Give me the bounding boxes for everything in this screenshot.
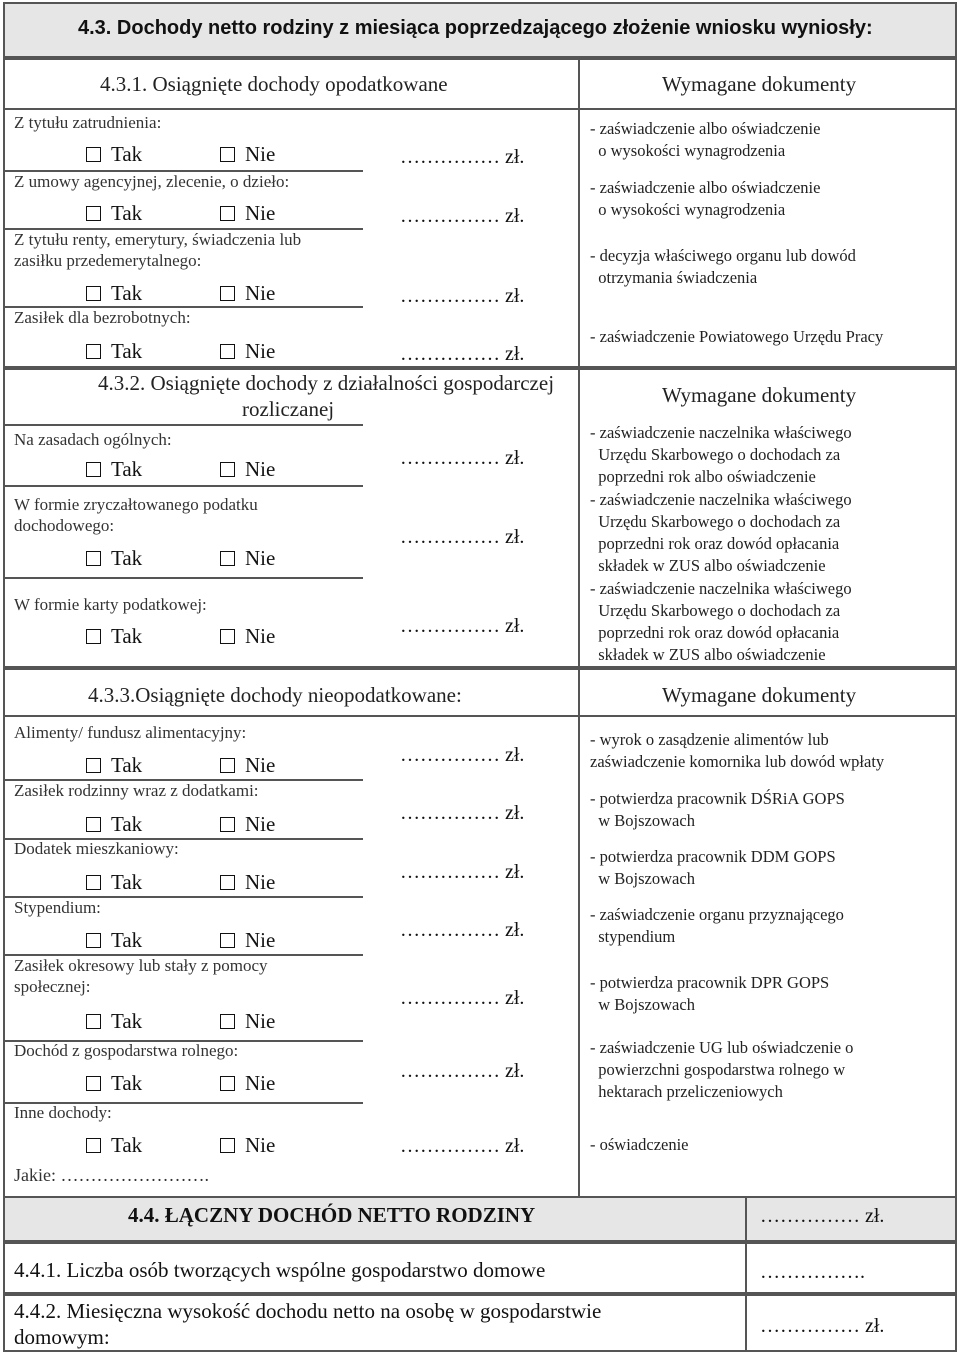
section2-required-doc: poprzedni rok albo oświadczenie bbox=[590, 467, 816, 486]
section2-yes-option[interactable] bbox=[86, 624, 142, 648]
section1-amount-field[interactable]: …………… zł. bbox=[400, 146, 525, 168]
section2-required-doc: składek w ZUS albo oświadczenie bbox=[590, 645, 826, 664]
section2-required-doc: poprzedni rok oraz dowód opłacania bbox=[590, 534, 840, 553]
section3-required-doc: - potwierdza pracownik DPR GOPS bbox=[590, 973, 830, 992]
section1-no-option[interactable] bbox=[220, 281, 275, 305]
section2-required-doc: składek w ZUS albo oświadczenie bbox=[590, 556, 826, 575]
per-person-label-line2: domowym: bbox=[14, 1325, 110, 1349]
no-label: Nie bbox=[245, 142, 276, 166]
section1-yes-option[interactable] bbox=[86, 201, 142, 225]
section3-required-doc: hektarach przeliczeniowych bbox=[590, 1082, 783, 1101]
section3-yes-option[interactable] bbox=[86, 1009, 142, 1033]
section1-amount-field[interactable]: …………… zł. bbox=[400, 285, 525, 307]
section3-no-option[interactable] bbox=[220, 870, 275, 894]
no-label: Nie bbox=[245, 339, 276, 363]
section3-no-option[interactable] bbox=[220, 753, 275, 777]
section2-yes-option[interactable] bbox=[86, 457, 142, 481]
section2-no-option[interactable] bbox=[220, 624, 275, 648]
per-person-value[interactable]: …………… zł. bbox=[760, 1315, 885, 1337]
section2-required-doc: - zaświadczenie naczelnika właściwego bbox=[590, 423, 852, 442]
yes-checkbox[interactable] bbox=[86, 551, 101, 566]
section1-amount-field[interactable]: …………… zł. bbox=[400, 205, 525, 227]
section3-amount-field[interactable]: …………… zł. bbox=[400, 1135, 525, 1157]
section2-heading-line1: 4.3.2. Osiągnięte dochody z działalności gospodarczej bbox=[98, 371, 555, 395]
section2-amount-field[interactable]: …………… zł. bbox=[400, 447, 525, 469]
section3-amount-field[interactable]: …………… zł. bbox=[400, 744, 525, 766]
section1-yes-option[interactable] bbox=[86, 281, 142, 305]
section1-item-label: Zasiłek dla bezrobotnych: bbox=[14, 308, 191, 327]
section2-row-divider bbox=[3, 577, 363, 579]
section2-required-doc: Urzędu Skarbowego o dochodach za bbox=[590, 512, 841, 531]
per-person-label-line1: 4.4.2. Miesięczna wysokość dochodu netto na osobę w gospodarstwie bbox=[14, 1299, 602, 1323]
section3-required-doc: - oświadczenie bbox=[590, 1135, 689, 1154]
no-checkbox[interactable] bbox=[220, 1076, 235, 1091]
no-label: Nie bbox=[245, 457, 276, 481]
section2-no-option[interactable] bbox=[220, 457, 275, 481]
section3-yes-option[interactable] bbox=[86, 1071, 142, 1095]
section3-item-label: Dochód z gospodarstwa rolnego: bbox=[14, 1041, 239, 1060]
section1-required-doc: - zaświadczenie albo oświadczenie bbox=[590, 178, 821, 197]
section2-required-doc: Urzędu Skarbowego o dochodach za bbox=[590, 601, 841, 620]
section3-item-label: Stypendium: bbox=[14, 898, 101, 917]
section2-docs-divider bbox=[578, 368, 580, 668]
other-income-what[interactable]: Jakie: ……………………. bbox=[14, 1165, 209, 1185]
section1-docs-heading: Wymagane dokumenty bbox=[662, 72, 857, 96]
section1-heading: 4.3.1. Osiągnięte dochody opodatkowane bbox=[100, 72, 448, 96]
total-label: 4.4. ŁĄCZNY DOCHÓD NETTO RODZINY bbox=[128, 1203, 536, 1227]
section1-item-label: Z tytułu renty, emerytury, świadczenia lub bbox=[14, 230, 302, 249]
no-label: Nie bbox=[245, 546, 276, 570]
section2-required-doc: Urzędu Skarbowego o dochodach za bbox=[590, 445, 841, 464]
section3-heading-divider bbox=[3, 715, 957, 717]
no-label: Nie bbox=[245, 201, 276, 225]
yes-checkbox[interactable] bbox=[86, 206, 101, 221]
section1-required-doc: - decyzja właściwego organu lub dowód bbox=[590, 246, 856, 265]
section3-amount-field[interactable]: …………… zł. bbox=[400, 1060, 525, 1082]
section3-required-doc: - wyrok o zasądzenie alimentów lub bbox=[590, 730, 829, 749]
section3-required-doc: - zaświadczenie organu przyznającego bbox=[590, 905, 844, 924]
section3-amount-field[interactable]: …………… zł. bbox=[400, 802, 525, 824]
section3-item-label: społecznej: bbox=[14, 977, 91, 996]
yes-label: Tak bbox=[111, 339, 143, 363]
yes-label: Tak bbox=[111, 281, 143, 305]
no-label: Nie bbox=[245, 928, 276, 952]
section3-item-label: Dodatek mieszkaniowy: bbox=[14, 839, 179, 858]
section3-docs-divider bbox=[578, 668, 580, 1198]
persons-label: 4.4.1. Liczba osób tworzących wspólne gospodarstwo domowe bbox=[14, 1258, 546, 1282]
section1-no-option[interactable] bbox=[220, 142, 275, 166]
section2-no-option[interactable] bbox=[220, 546, 275, 570]
section2-required-doc: - zaświadczenie naczelnika właściwego bbox=[590, 490, 852, 509]
yes-checkbox[interactable] bbox=[86, 147, 101, 162]
no-label: Nie bbox=[245, 624, 276, 648]
section3-yes-option[interactable] bbox=[86, 1133, 142, 1157]
no-checkbox[interactable] bbox=[220, 286, 235, 301]
no-label: Nie bbox=[245, 1071, 276, 1095]
no-checkbox[interactable] bbox=[220, 629, 235, 644]
yes-label: Tak bbox=[111, 1009, 143, 1033]
section3-required-doc: - potwierdza pracownik DŚRiA GOPS bbox=[590, 789, 845, 808]
total-divider bbox=[745, 1196, 747, 1242]
section1-docs-divider bbox=[578, 58, 580, 368]
no-checkbox[interactable] bbox=[220, 344, 235, 359]
persons-divider bbox=[745, 1242, 747, 1294]
section3-no-option[interactable] bbox=[220, 1071, 275, 1095]
yes-label: Tak bbox=[111, 1133, 143, 1157]
section1-heading-divider bbox=[3, 108, 957, 110]
persons-value[interactable]: ……………. bbox=[760, 1261, 865, 1283]
section1-required-doc: o wysokości wynagrodzenia bbox=[590, 141, 786, 160]
no-checkbox[interactable] bbox=[220, 875, 235, 890]
section3-required-doc: - zaświadczenie UG lub oświadczenie o bbox=[590, 1038, 854, 1057]
section3-amount-field[interactable]: …………… zł. bbox=[400, 861, 525, 883]
section3-required-doc: zaświadczenie komornika lub dowód wpłaty bbox=[590, 752, 885, 771]
no-checkbox[interactable] bbox=[220, 147, 235, 162]
section3-yes-option[interactable] bbox=[86, 753, 142, 777]
page-title: 4.3. Dochody netto rodziny z miesiąca poprzedzającego złożenie wniosku wyniosły: bbox=[78, 17, 873, 39]
section1-required-doc: - zaświadczenie albo oświadczenie bbox=[590, 119, 821, 138]
section1-required-doc: otrzymania świadczenia bbox=[590, 268, 758, 287]
section1-item-label: Z tytułu zatrudnienia: bbox=[14, 113, 162, 132]
no-checkbox[interactable] bbox=[220, 206, 235, 221]
section2-required-doc: poprzedni rok oraz dowód opłacania bbox=[590, 623, 840, 642]
section3-item-label: Zasiłek rodzinny wraz z dodatkami: bbox=[14, 781, 259, 800]
yes-checkbox[interactable] bbox=[86, 1138, 101, 1153]
total-value[interactable]: …………… zł. bbox=[760, 1205, 885, 1227]
yes-checkbox[interactable] bbox=[86, 933, 101, 948]
section1-yes-option[interactable] bbox=[86, 142, 142, 166]
yes-checkbox[interactable] bbox=[86, 817, 101, 832]
yes-checkbox[interactable] bbox=[86, 1014, 101, 1029]
section3-required-doc: w Bojszowach bbox=[590, 995, 695, 1014]
no-checkbox[interactable] bbox=[220, 1138, 235, 1153]
section2-row-divider bbox=[3, 485, 363, 487]
section3-no-option[interactable] bbox=[220, 1133, 275, 1157]
yes-label: Tak bbox=[111, 1071, 143, 1095]
section2-amount-field[interactable]: …………… zł. bbox=[400, 526, 525, 548]
section1-required-doc: - zaświadczenie Powiatowego Urzędu Pracy bbox=[590, 327, 884, 346]
section2-docs-heading: Wymagane dokumenty bbox=[662, 383, 857, 407]
section3-yes-option[interactable] bbox=[86, 870, 142, 894]
section2-heading-line2: rozliczanej bbox=[242, 397, 335, 421]
yes-label: Tak bbox=[111, 928, 143, 952]
yes-label: Tak bbox=[111, 142, 143, 166]
yes-checkbox[interactable] bbox=[86, 758, 101, 773]
yes-label: Tak bbox=[111, 546, 143, 570]
no-checkbox[interactable] bbox=[220, 1014, 235, 1029]
section3-required-doc: stypendium bbox=[590, 927, 676, 946]
yes-label: Tak bbox=[111, 870, 143, 894]
section2-item-label: Na zasadach ogólnych: bbox=[14, 430, 172, 449]
section2-required-doc: - zaświadczenie naczelnika właściwego bbox=[590, 579, 852, 598]
section3-required-doc: - potwierdza pracownik DDM GOPS bbox=[590, 847, 836, 866]
section1-item-label: zasiłku przedemerytalnego: bbox=[14, 251, 202, 270]
section1-yes-option[interactable] bbox=[86, 339, 142, 363]
section2-item-label: W formie karty podatkowej: bbox=[14, 595, 207, 614]
no-checkbox[interactable] bbox=[220, 933, 235, 948]
section2-heading-divider bbox=[3, 424, 363, 426]
section2-item-label: W formie zryczałtowanego podatku bbox=[14, 495, 258, 514]
section2-item-label: dochodowego: bbox=[14, 516, 115, 535]
yes-checkbox[interactable] bbox=[86, 462, 101, 477]
section1-no-option[interactable] bbox=[220, 201, 275, 225]
section3-item-label: Zasiłek okresowy lub stały z pomocy bbox=[14, 956, 268, 975]
section3-required-doc: w Bojszowach bbox=[590, 811, 695, 830]
section3-yes-option[interactable] bbox=[86, 928, 142, 952]
yes-label: Tak bbox=[111, 812, 143, 836]
no-checkbox[interactable] bbox=[220, 551, 235, 566]
section3-amount-field[interactable]: …………… zł. bbox=[400, 987, 525, 1009]
section1-amount-field[interactable]: …………… zł. bbox=[400, 343, 525, 365]
section3-heading: 4.3.3.Osiągnięte dochody nieopodatkowane: bbox=[88, 683, 462, 707]
per-person-divider bbox=[745, 1294, 747, 1352]
no-checkbox[interactable] bbox=[220, 758, 235, 773]
section3-no-option[interactable] bbox=[220, 812, 275, 836]
section3-required-doc: powierzchni gospodarstwa rolnego w bbox=[590, 1060, 846, 1079]
section3-item-label: Inne dochody: bbox=[14, 1103, 112, 1122]
yes-label: Tak bbox=[111, 624, 143, 648]
section3-amount-field[interactable]: …………… zł. bbox=[400, 919, 525, 941]
no-checkbox[interactable] bbox=[220, 817, 235, 832]
section3-no-option[interactable] bbox=[220, 928, 275, 952]
yes-label: Tak bbox=[111, 201, 143, 225]
yes-checkbox[interactable] bbox=[86, 629, 101, 644]
yes-checkbox[interactable] bbox=[86, 286, 101, 301]
no-checkbox[interactable] bbox=[220, 462, 235, 477]
yes-checkbox[interactable] bbox=[86, 1076, 101, 1091]
yes-checkbox[interactable] bbox=[86, 344, 101, 359]
section2-amount-field[interactable]: …………… zł. bbox=[400, 615, 525, 637]
yes-label: Tak bbox=[111, 457, 143, 481]
section1-required-doc: o wysokości wynagrodzenia bbox=[590, 200, 786, 219]
yes-checkbox[interactable] bbox=[86, 875, 101, 890]
no-label: Nie bbox=[245, 1133, 276, 1157]
section3-yes-option[interactable] bbox=[86, 812, 142, 836]
section2-yes-option[interactable] bbox=[86, 546, 142, 570]
no-label: Nie bbox=[245, 870, 276, 894]
section1-item-label: Z umowy agencyjnej, zlecenie, o dzieło: bbox=[14, 172, 290, 191]
section3-item-label: Alimenty/ fundusz alimentacyjny: bbox=[14, 723, 247, 742]
no-label: Nie bbox=[245, 812, 276, 836]
yes-label: Tak bbox=[111, 753, 143, 777]
section1-no-option[interactable] bbox=[220, 339, 275, 363]
no-label: Nie bbox=[245, 281, 276, 305]
section3-required-doc: w Bojszowach bbox=[590, 869, 695, 888]
no-label: Nie bbox=[245, 753, 276, 777]
section3-no-option[interactable] bbox=[220, 1009, 275, 1033]
no-label: Nie bbox=[245, 1009, 276, 1033]
section3-docs-heading: Wymagane dokumenty bbox=[662, 683, 857, 707]
